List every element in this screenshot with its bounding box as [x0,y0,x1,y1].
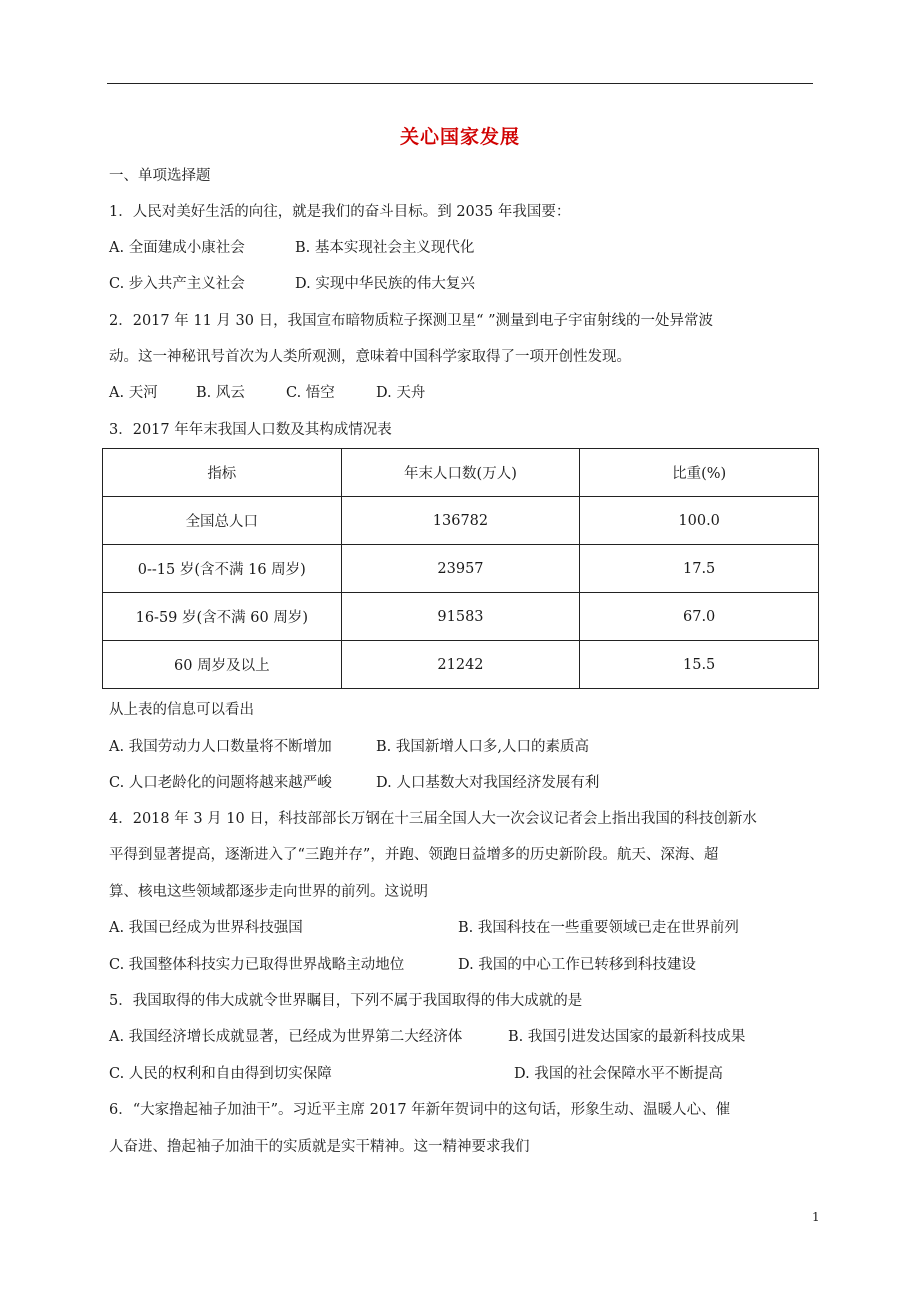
table-cell: 136782 [341,497,580,545]
table-cell: 60 周岁及以上 [103,641,342,689]
q3-after-text: 从上表的信息可以看出 [109,702,254,718]
table-row [103,641,819,689]
q1-option-a: A. 全面建成小康社会 [109,240,245,256]
table-header-cell: 年末人口数(万人) [341,449,580,497]
page-title: 关心国家发展 [399,126,520,148]
table-cell: 23957 [341,545,580,593]
q2-option-c: C. 悟空 [286,385,335,401]
q1-option-c: C. 步入共产主义社会 [109,276,245,292]
q5-option-d: D. 我国的社会保障水平不断提高 [514,1066,723,1082]
q3-option-d: D. 人口基数大对我国经济发展有利 [376,775,600,791]
table-cell: 67.0 [580,593,819,641]
q3-option-c: C. 人口老龄化的问题将越来越严峻 [109,775,332,791]
q1-stem: 1．人民对美好生活的向往，就是我们的奋斗目标。到 2035 年我国要： [109,204,571,220]
q4-option-c: C. 我国整体科技实力已取得世界战略主动地位 [109,957,405,973]
table-row [103,545,819,593]
q4-option-a: A. 我国已经成为世界科技强国 [109,920,303,936]
q4-option-d: D. 我国的中心工作已转移到科技建设 [458,957,696,973]
q2-option-d: D. 天舟 [376,385,426,401]
q6-stem-line1: 6．“大家撸起袖子加油干”。习近平主席 2017 年新年贺词中的这句话，形象生动、温暖人心、催 [109,1102,731,1118]
table-cell: 17.5 [580,545,819,593]
table-header-row [103,449,819,497]
q2-option-a: A. 天河 [109,385,158,401]
q3-option-a: A. 我国劳动力人口数量将不断增加 [109,739,332,755]
q5-option-a: A. 我国经济增长成就显著，已经成为世界第二大经济体 [109,1029,463,1045]
table-cell: 15.5 [580,641,819,689]
q5-option-b: B. 我国引进发达国家的最新科技成果 [508,1029,746,1045]
table-header-cell: 比重(%) [580,449,819,497]
table-cell: 16-59 岁(含不满 60 周岁) [103,593,342,641]
q1-option-d: D. 实现中华民族的伟大复兴 [295,276,475,292]
table-cell: 0--15 岁(含不满 16 周岁) [103,545,342,593]
section-heading: 一、单项选择题 [109,168,211,184]
q3-option-b: B. 我国新增人口多,人口的素质高 [376,739,589,755]
q6-stem-line2: 人奋进、撸起袖子加油干的实质就是实干精神。这一精神要求我们 [109,1139,530,1155]
q4-option-b: B. 我国科技在一些重要领域已走在世界前列 [458,920,739,936]
q3-stem: 3．2017 年年末我国人口数及其构成情况表 [109,422,392,438]
table-header-cell: 指标 [103,449,342,497]
q1-option-b: B. 基本实现社会主义现代化 [295,240,475,256]
table-cell: 21242 [341,641,580,689]
q2-stem-line1: 2．2017 年 11 月 30 日，我国宣布暗物质粒子探测卫星“ ”测量到电子宇宙射线的一处异常波 [109,313,714,329]
table-cell: 91583 [341,593,580,641]
table-cell: 全国总人口 [103,497,342,545]
q2-option-b: B. 风云 [196,385,245,401]
table-row [103,497,819,545]
q4-stem-line1: 4．2018 年 3 月 10 日，科技部部长万钢在十三届全国人大一次会议记者会上指出我国的科技创新水 [109,811,757,827]
q4-stem-line3: 算、核电这些领域都逐步走向世界的前列。这说明 [109,884,428,900]
header-rule [107,83,813,84]
q5-option-c: C. 人民的权利和自由得到切实保障 [109,1066,332,1082]
population-table [102,448,819,689]
q4-stem-line2: 平得到显著提高，逐渐进入了“三跑并存”，并跑、领跑日益增多的历史新阶段。航天、深海、超 [109,847,719,863]
q5-stem: 5．我国取得的伟大成就令世界瞩目，下列不属于我国取得的伟大成就的是 [109,993,583,1009]
table-row [103,593,819,641]
table-cell: 100.0 [580,497,819,545]
page-number: 1 [812,1210,820,1224]
q2-stem-line2: 动。这一神秘讯号首次为人类所观测，意味着中国科学家取得了一项开创性发现。 [109,349,631,365]
